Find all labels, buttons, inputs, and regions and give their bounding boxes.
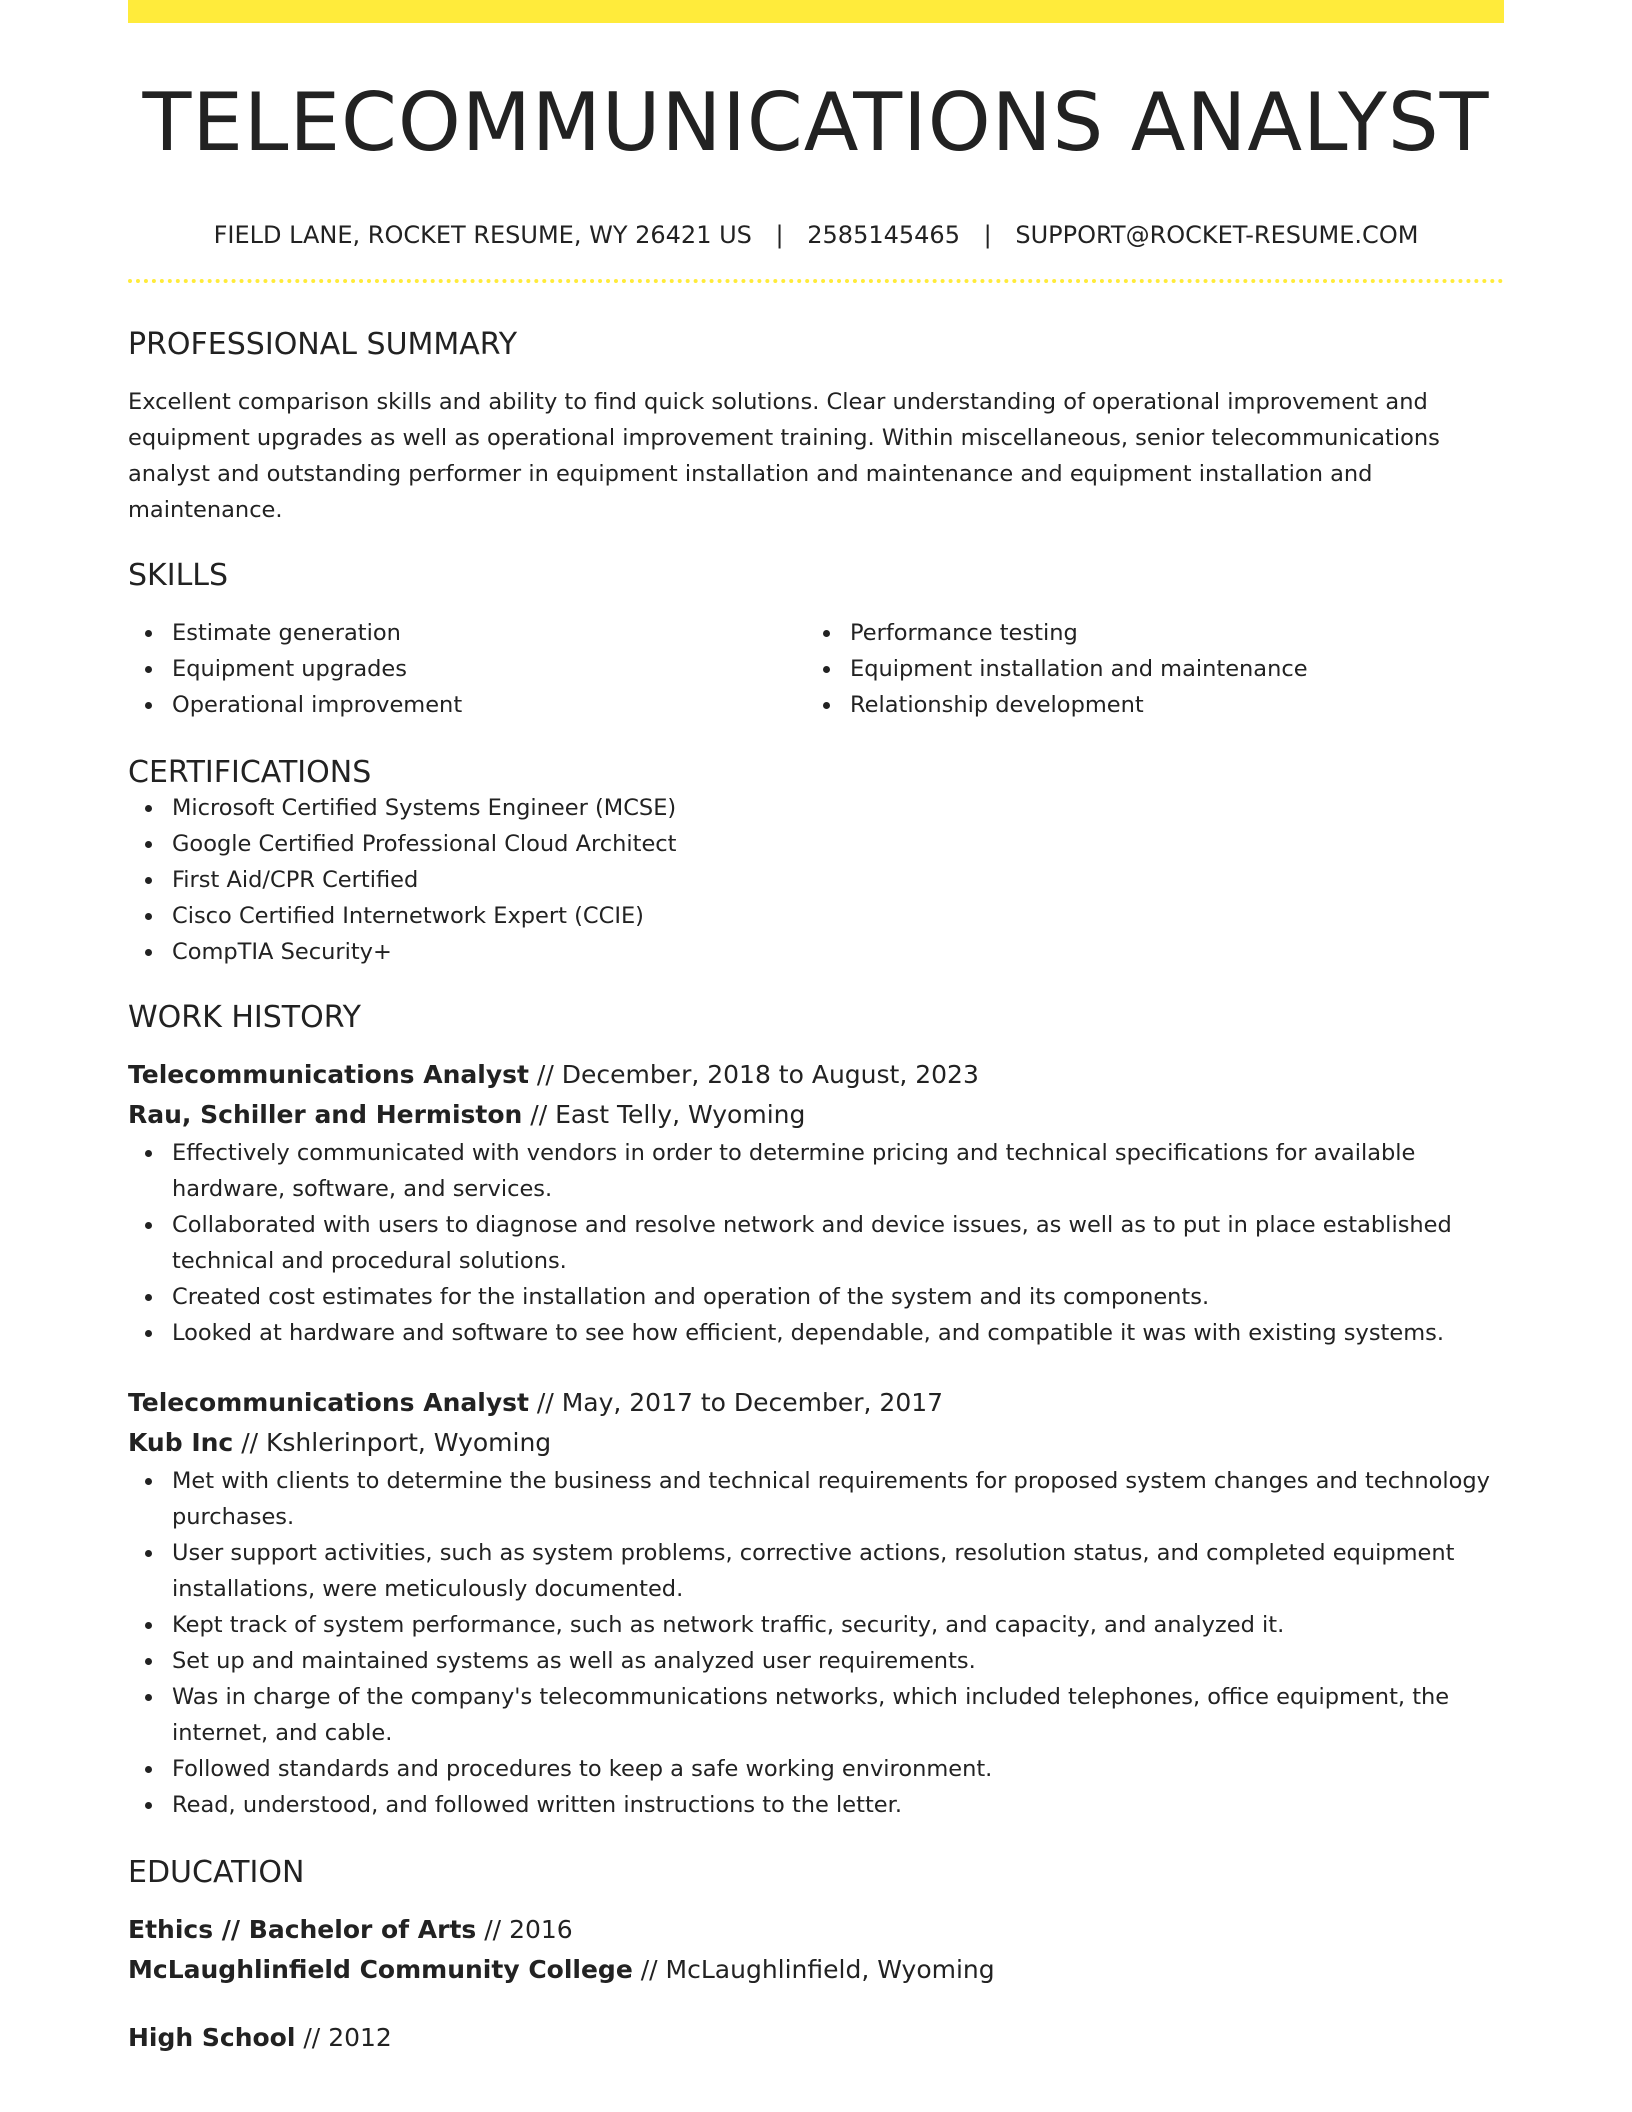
job-entry [128,1383,1504,1823]
section-title-skills: SKILLS [128,558,229,593]
skills-grid [128,615,1504,723]
education-entry [128,1910,1504,1990]
contact-line [128,221,1504,249]
education-degree-line [128,1910,1504,1950]
job-dates: December, 2018 to August, 2023 [561,1060,979,1089]
skills-list-left [128,615,806,723]
top-accent-bar [128,0,1504,23]
section-title-summary: PROFESSIONAL SUMMARY [128,327,518,362]
job-role-line [128,1383,1504,1423]
job-role: Telecommunications Analyst [128,1060,529,1089]
job-bullet: Followed standards and procedures to keep a safe working environment. [172,1751,1504,1787]
contact-address: FIELD LANE, ROCKET RESUME, WY 26421 US [213,221,752,249]
section-title-education: EDUCATION [128,1855,305,1890]
job-bullet: User support activities, such as system problems, corrective actions, resolution status, and completed equipment installations, were meticulously documented. [172,1535,1504,1607]
section-title-certifications: CERTIFICATIONS [128,755,372,790]
certification-item: Google Certified Professional Cloud Architect [172,826,1504,862]
job-bullet: Read, understood, and followed written instructions to the letter. [172,1787,1504,1823]
job-entry [128,1055,1504,1351]
certification-item: CompTIA Security+ [172,934,1504,970]
job-bullet: Kept track of system performance, such as network traffic, security, and capacity, and analyzed it. [172,1607,1504,1643]
job-bullet: Collaborated with users to diagnose and resolve network and device issues, as well as to put in place established technical and procedural solutions. [172,1207,1504,1279]
job-bullet-list [128,1135,1504,1351]
skills-column-left [128,615,806,723]
dotted-divider [128,279,1504,283]
job-bullet: Was in charge of the company's telecommunications networks, which included telephones, office equipment, the internet, and cable. [172,1679,1504,1751]
skills-list-right [806,615,1484,723]
skill-item: Equipment installation and maintenance [850,651,1484,687]
contact-phone: 2585145465 [807,221,960,249]
skill-item: Equipment upgrades [172,651,806,687]
job-location: East Telly, Wyoming [555,1100,806,1129]
skill-item: Operational improvement [172,687,806,723]
job-bullet: Created cost estimates for the installation and operation of the system and its components. [172,1279,1504,1315]
job-bullet: Set up and maintained systems as well as analyzed user requirements. [172,1643,1504,1679]
job-company-line [128,1423,1504,1463]
job-bullet: Effectively communicated with vendors in order to determine pricing and technical specifications for available hardware, software, and services. [172,1135,1504,1207]
education-year: 2012 [328,2023,392,2052]
certification-item: Microsoft Certified Systems Engineer (MCSE) [172,790,1504,826]
job-company: Kub Inc [128,1428,234,1457]
education-separator: // [476,1915,510,1944]
job-separator: // [233,1428,266,1457]
job-bullet-list [128,1463,1504,1823]
job-role: Telecommunications Analyst [128,1388,529,1417]
skill-item: Estimate generation [172,615,806,651]
job-separator: // [528,1388,562,1417]
resume-title: TELECOMMUNICATIONS ANALYST [142,76,1490,169]
job-location: Kshlerinport, Wyoming [266,1428,552,1457]
education-location: McLaughlinfield, Wyoming [665,1955,995,1984]
contact-separator: | [775,221,784,249]
certification-item: Cisco Certified Internetwork Expert (CCIE) [172,898,1504,934]
certifications-list [128,790,1504,970]
education-entry [128,2018,1504,2058]
education-year: 2016 [509,1915,573,1944]
job-company-line [128,1095,1504,1135]
contact-email: SUPPORT@ROCKET-RESUME.COM [1015,221,1419,249]
certification-item: First Aid/CPR Certified [172,862,1504,898]
resume-page [128,0,1504,2058]
job-role-line [128,1055,1504,1095]
skill-item: Performance testing [850,615,1484,651]
skills-column-right [806,615,1484,723]
education-separator: // [632,1955,666,1984]
section-title-work-history: WORK HISTORY [128,1000,361,1035]
job-bullet: Met with clients to determine the business and technical requirements for proposed system changes and technology purchases. [172,1463,1504,1535]
contact-separator: | [983,221,992,249]
skill-item: Relationship development [850,687,1484,723]
education-school: McLaughlinfield Community College [128,1955,633,1984]
education-school-line [128,1950,1504,1990]
education-degree: Ethics // Bachelor of Arts [128,1915,477,1944]
education-degree-line [128,2018,1504,2058]
summary-text: Excellent comparison skills and ability to find quick solutions. Clear understanding of operational improvement and equipment upgrades as well as operational improvement training. Within miscellaneous, senior telecommunications analyst and outstanding performer in equipment installation and maintenance and equipment installation and maintenance. [128,389,1440,523]
education-separator: // [295,2023,329,2052]
job-bullet: Looked at hardware and software to see how efficient, dependable, and compatible it was with existing systems. [172,1315,1504,1351]
job-separator: // [522,1100,556,1129]
job-company: Rau, Schiller and Hermiston [128,1100,523,1129]
job-dates: May, 2017 to December, 2017 [561,1388,944,1417]
job-separator: // [528,1060,562,1089]
education-degree: High School [128,2023,296,2052]
